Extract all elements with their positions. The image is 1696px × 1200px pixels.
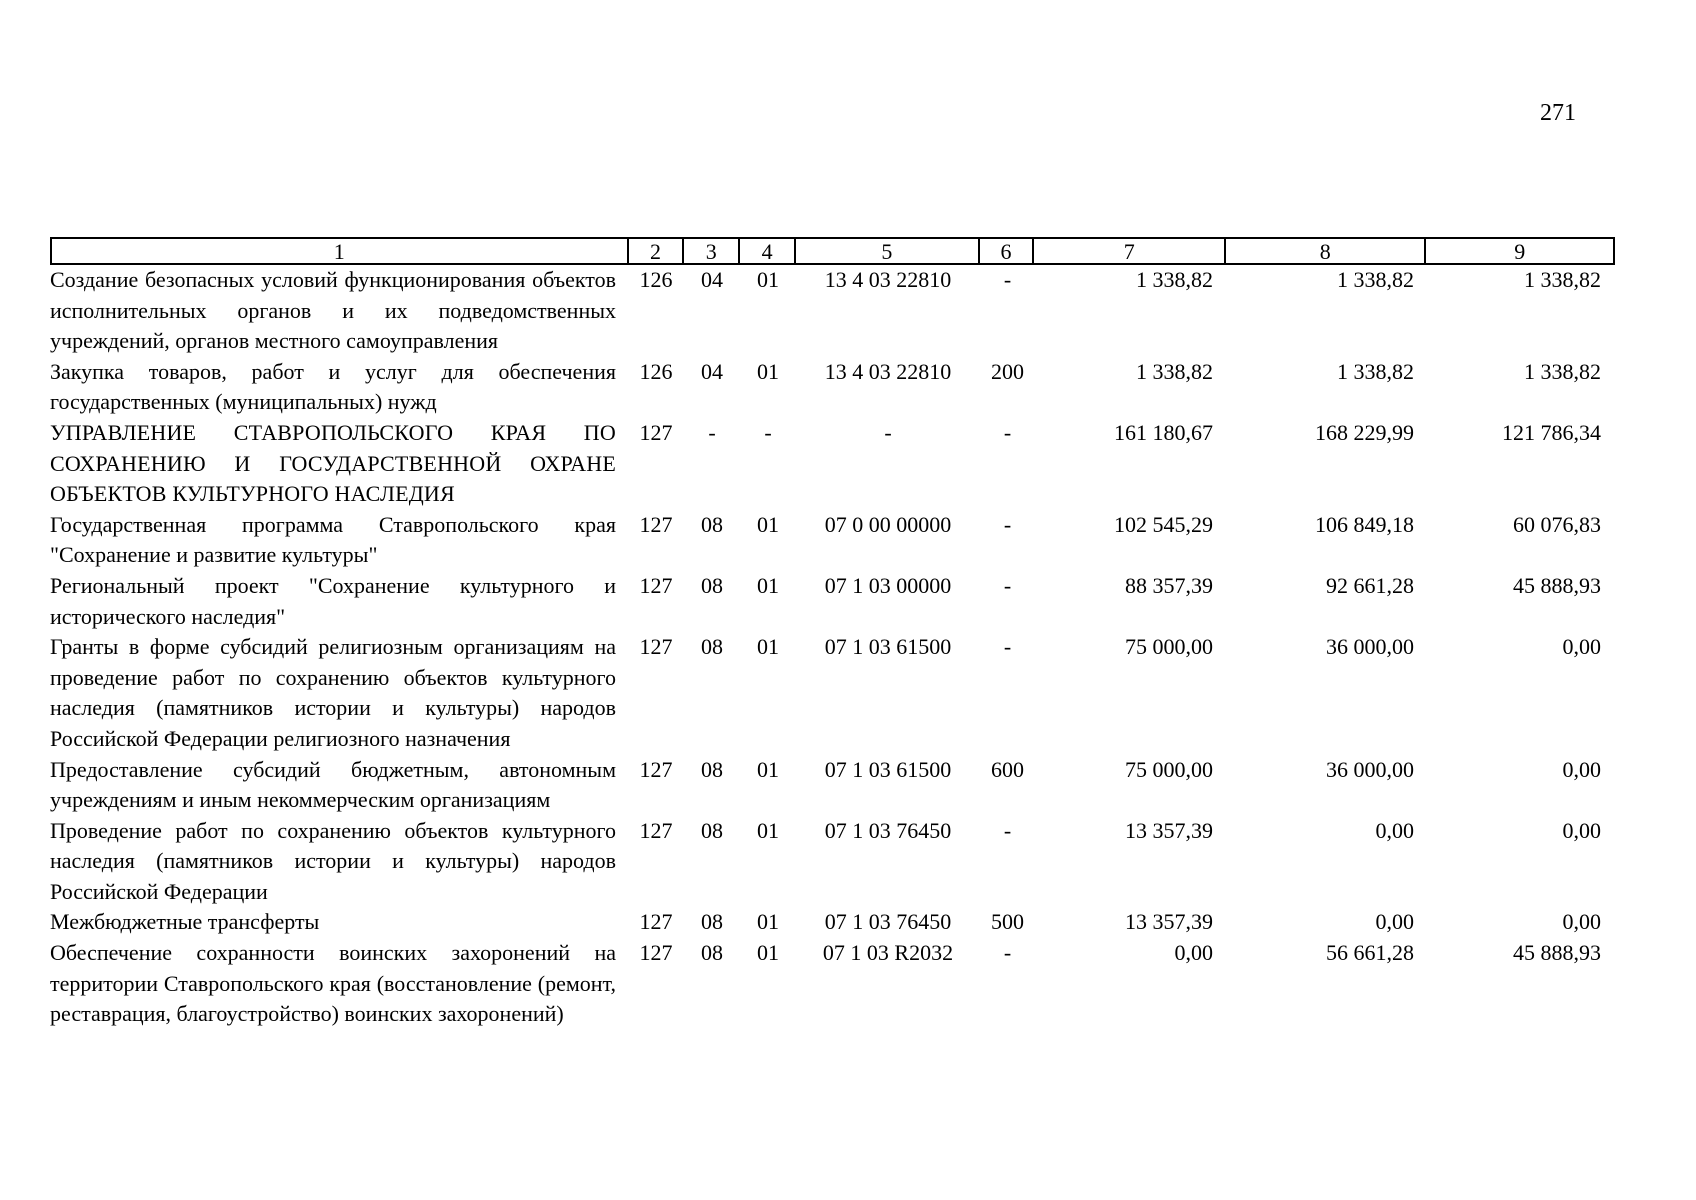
row-name: Государственная программа Ставропольского края "Сохранение и развитие культуры" [50, 511, 616, 568]
row-expense-type: - [1003, 511, 1012, 537]
row-ministry-code: 127 [639, 572, 673, 598]
row-section-code: 08 [701, 756, 723, 782]
row-ministry-code: 127 [639, 909, 673, 935]
row-target-article: 07 1 03 76450 [824, 817, 952, 843]
row-amount-col9: 0,00 [1562, 817, 1601, 843]
table-row [50, 816, 1615, 908]
table-row [50, 510, 1615, 571]
row-section-code: - [708, 419, 716, 445]
row-expense-type: - [1003, 817, 1012, 843]
row-name: Межбюджетные трансферты [50, 909, 320, 935]
row-amount-col8: 1 338,82 [1337, 358, 1414, 384]
row-subsection-code: 01 [757, 572, 779, 598]
row-section-code: 08 [701, 817, 723, 843]
header-col-4: 4 [740, 239, 796, 263]
header-col-6: 6 [980, 239, 1035, 263]
row-amount-col8: 36 000,00 [1326, 634, 1414, 660]
row-amount-col8: 0,00 [1375, 909, 1414, 935]
row-target-article: 13 4 03 22810 [824, 358, 952, 384]
row-amount-col7: 88 357,39 [1125, 572, 1213, 598]
row-subsection-code: 01 [757, 940, 779, 966]
row-expense-type: - [1003, 419, 1012, 445]
row-section-code: 08 [701, 634, 723, 660]
row-name: Создание безопасных условий функционирования объектов исполнительных органов и их подведомственных учреждений, органов местного самоуправления [50, 267, 616, 354]
row-section-code: 04 [701, 358, 723, 384]
row-target-article: 07 1 03 R2032 [822, 940, 954, 966]
row-amount-col9: 0,00 [1562, 634, 1601, 660]
row-section-code: 04 [701, 267, 723, 292]
row-amount-col7: 13 357,39 [1125, 909, 1213, 935]
table-row [50, 755, 1615, 816]
row-amount-col9: 1 338,82 [1524, 358, 1601, 384]
header-col-5: 5 [796, 239, 980, 263]
row-name: Закупка товаров, работ и услуг для обеспечения государственных (муниципальных) нужд [50, 358, 616, 415]
table-row [50, 357, 1615, 418]
budget-table [50, 237, 1615, 1030]
table-header [50, 237, 1615, 265]
row-name: Гранты в форме субсидий религиозным организациям на проведение работ по сохранению объектов культурного наследия (памятников истории и культуры) народов Российской Федерации религиозного назначения [50, 634, 616, 751]
row-amount-col9: 60 076,83 [1513, 511, 1601, 537]
row-expense-type: 500 [991, 909, 1024, 935]
table-row [50, 571, 1615, 632]
row-ministry-code: 126 [639, 267, 673, 292]
row-amount-col9: 0,00 [1562, 756, 1601, 782]
row-name: Региональный проект "Сохранение культурного и исторического наследия" [50, 572, 616, 629]
row-amount-col9: 45 888,93 [1513, 940, 1601, 966]
row-ministry-code: 127 [639, 817, 673, 843]
row-name: Обеспечение сохранности воинских захоронений на территории Ставропольского края (восстановление (ремонт, реставрация, благоустройство) воинских захоронений) [50, 940, 616, 1027]
row-amount-col7: 13 357,39 [1125, 817, 1213, 843]
row-amount-col8: 92 661,28 [1326, 572, 1414, 598]
row-target-article: 07 1 03 61500 [824, 756, 952, 782]
row-target-article: 07 1 03 00000 [824, 572, 952, 598]
row-amount-col7: 1 338,82 [1136, 267, 1213, 292]
row-expense-type: - [1003, 940, 1012, 966]
header-col-9: 9 [1514, 239, 1526, 264]
row-amount-col8: 56 661,28 [1326, 940, 1414, 966]
row-amount-col7: 0,00 [1174, 940, 1213, 966]
row-expense-type: 200 [991, 358, 1024, 384]
row-subsection-code: 01 [757, 358, 779, 384]
row-subsection-code: - [764, 419, 772, 445]
header-col-2: 2 [629, 239, 685, 263]
row-amount-col8: 1 338,82 [1337, 267, 1414, 292]
header-col-7: 7 [1034, 239, 1226, 263]
header-col-3: 3 [684, 239, 740, 263]
row-amount-col7: 75 000,00 [1125, 634, 1213, 660]
row-expense-type: 600 [991, 756, 1024, 782]
row-ministry-code: 127 [639, 511, 673, 537]
row-amount-col8: 0,00 [1375, 817, 1414, 843]
row-target-article: - [884, 419, 892, 445]
row-ministry-code: 127 [639, 940, 673, 966]
row-amount-col7: 161 180,67 [1114, 419, 1213, 445]
header-col-8: 8 [1226, 239, 1426, 263]
row-name: Предоставление субсидий бюджетным, автономным учреждениям и иным некоммерческим организациям [50, 756, 616, 813]
row-section-code: 08 [701, 572, 723, 598]
row-subsection-code: 01 [757, 817, 779, 843]
row-section-code: 08 [701, 940, 723, 966]
row-expense-type: - [1003, 267, 1012, 292]
row-subsection-code: 01 [757, 909, 779, 935]
table-row [50, 265, 1615, 357]
row-amount-col9: 45 888,93 [1513, 572, 1601, 598]
row-expense-type: - [1003, 634, 1012, 660]
row-amount-col7: 102 545,29 [1114, 511, 1213, 537]
row-ministry-code: 127 [639, 634, 673, 660]
row-ministry-code: 126 [639, 358, 673, 384]
row-section-code: 08 [701, 909, 723, 935]
row-subsection-code: 01 [757, 634, 779, 660]
row-target-article: 07 1 03 76450 [824, 909, 952, 935]
row-amount-col8: 36 000,00 [1326, 756, 1414, 782]
row-amount-col7: 75 000,00 [1125, 756, 1213, 782]
row-subsection-code: 01 [757, 756, 779, 782]
row-target-article: 07 1 03 61500 [824, 634, 952, 660]
row-amount-col9: 0,00 [1562, 909, 1601, 935]
row-amount-col9: 1 338,82 [1524, 267, 1601, 292]
table-row [50, 632, 1615, 754]
row-ministry-code: 127 [639, 419, 673, 445]
row-expense-type: - [1003, 572, 1012, 598]
row-name: Проведение работ по сохранению объектов культурного наследия (памятников истории и культуры) народов Российской Федерации [50, 817, 616, 904]
row-subsection-code: 01 [757, 511, 779, 537]
row-amount-col8: 168 229,99 [1315, 419, 1414, 445]
row-target-article: 13 4 03 22810 [824, 267, 952, 292]
row-subsection-code: 01 [757, 267, 779, 292]
row-ministry-code: 127 [639, 756, 673, 782]
page-number: 271 [1540, 100, 1576, 126]
row-amount-col7: 1 338,82 [1136, 358, 1213, 384]
table-row [50, 938, 1615, 1030]
row-amount-col9: 121 786,34 [1502, 419, 1601, 445]
header-col-1: 1 [52, 239, 629, 263]
table-row [50, 907, 1615, 938]
table-row [50, 418, 1615, 510]
row-name: УПРАВЛЕНИЕ СТАВРОПОЛЬСКОГО КРАЯ ПО СОХРАНЕНИЮ И ГОСУДАРСТВЕННОЙ ОХРАНЕ ОБЪЕКТОВ КУЛЬТУРНОГО НАСЛЕДИЯ [50, 419, 616, 507]
row-target-article: 07 0 00 00000 [824, 511, 952, 537]
row-section-code: 08 [701, 511, 723, 537]
row-amount-col8: 106 849,18 [1315, 511, 1414, 537]
